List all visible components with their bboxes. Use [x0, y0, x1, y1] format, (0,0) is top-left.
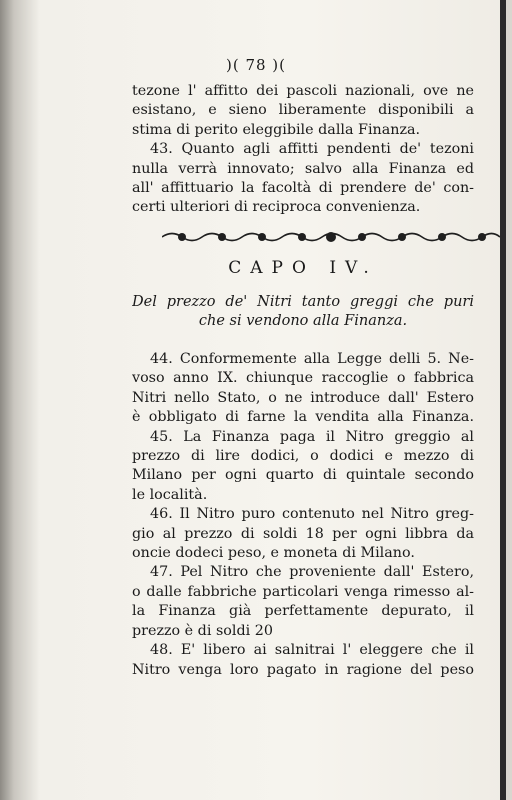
- text-line: 47. Pel Nitro che proveniente dall' Estero,: [150, 564, 474, 581]
- chapter-subtitle: [132, 293, 474, 331]
- page-edge: [500, 0, 506, 800]
- text-line: esistano, e sieno liberamente disponibili a: [132, 102, 474, 119]
- text-line: Nitri nello Stato, o ne introduce dall' Estero: [132, 389, 474, 406]
- text-line: gio al prezzo di soldi 18 per ogni libbra da: [132, 525, 474, 542]
- floral-ornament-divider: [162, 228, 500, 246]
- subtitle-line: che si vendono alla Finanza.: [198, 313, 408, 329]
- text-line: 43. Quanto agli affitti pendenti de' tezoni: [150, 141, 474, 158]
- top-paragraphs: [132, 82, 474, 218]
- text-line: Milano per ogni quarto di quintale secondo: [132, 467, 474, 484]
- text-line: è obbligato di farne la vendita alla Finanza.: [132, 409, 474, 426]
- text-line: 45. La Finanza paga il Nitro greggio al: [150, 428, 474, 445]
- text-line: 46. Il Nitro puro contenuto nel Nitro greg-: [150, 506, 474, 523]
- text-line: nulla verrà innovato; salvo alla Finanza ed: [132, 160, 474, 177]
- text-line: tezone l' affitto dei pascoli nazionali, ove ne: [132, 83, 474, 99]
- text-line: certi ulteriori di reciproca convenienza.: [132, 199, 421, 216]
- text-line: 44. Conformemente alla Legge delli 5. Ne-: [150, 351, 474, 367]
- page-number: )( 78 )(: [225, 56, 287, 74]
- text-line: stima di perito eleggibile dalla Finanza.: [132, 121, 421, 138]
- chapter-title: CAPO IV.: [228, 258, 378, 278]
- text-line: prezzo è di soldi 20: [132, 622, 273, 639]
- subtitle-line: Del prezzo de' Nitri tanto greggi che puri: [132, 294, 474, 310]
- text-line: all' affittuario la facoltà di prendere de' con-: [132, 180, 474, 197]
- text-line: oncie dodeci peso, e moneta di Milano.: [132, 545, 415, 562]
- text-line: voso anno IX. chiunque raccoglie o fabbrica: [132, 370, 474, 387]
- text-line: prezzo di lire dodici, o dodici e mezzo di: [132, 448, 474, 465]
- text-line: 48. E' libero ai salnitrai l' eleggere che il: [150, 642, 474, 659]
- text-line: o dalle fabbriche particolari venga rimesso al-: [132, 583, 474, 600]
- text-line: la Finanza già perfettamente depurato, il: [132, 603, 474, 620]
- text-line: Nitro venga loro pagato in ragione del peso: [132, 661, 474, 678]
- body-paragraphs: [132, 350, 474, 680]
- text-line: le località.: [132, 486, 208, 503]
